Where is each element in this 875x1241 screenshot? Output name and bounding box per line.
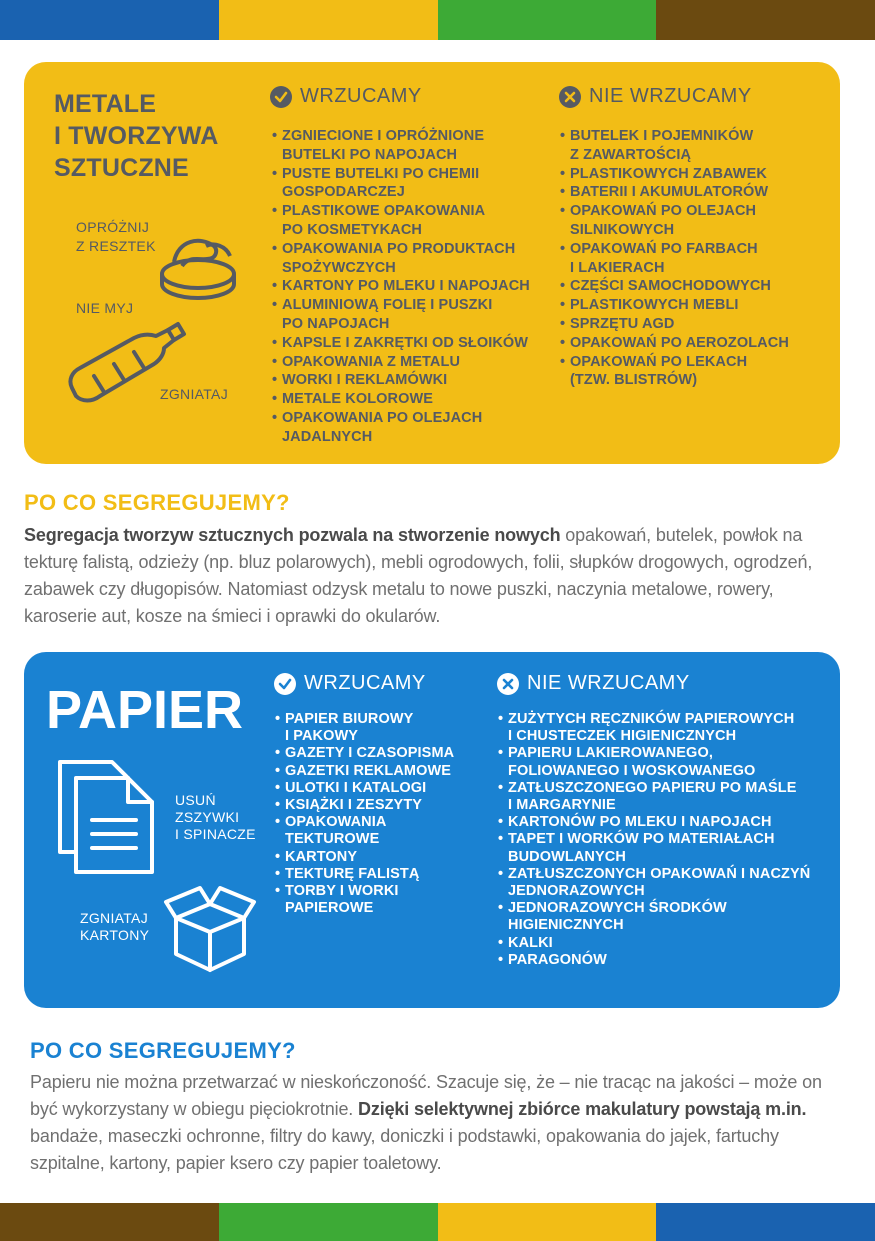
list-item: • PARAGONÓW bbox=[498, 952, 838, 969]
metal-accept-label: WRZUCAMY bbox=[300, 85, 422, 107]
check-icon bbox=[274, 673, 296, 695]
stripe-brown bbox=[0, 1203, 219, 1241]
bottom-color-stripe bbox=[0, 1203, 875, 1241]
crush-note: ZGNIATAJ bbox=[160, 386, 228, 402]
remove-staples-note: USUŃ ZSZYWKI I SPINACZE bbox=[175, 792, 256, 842]
list-item: • GAZETKI REKLAMOWE bbox=[275, 763, 475, 780]
paper-section-heading: PO CO SEGREGUJEMY? bbox=[30, 1038, 296, 1063]
list-item: • ALUMINIOWĄ FOLIĘ I PUSZKI PO NAPOJACH bbox=[272, 296, 562, 334]
paper-card-title: PAPIER bbox=[46, 680, 244, 740]
top-color-stripe bbox=[0, 0, 875, 40]
paper-reject-heading bbox=[497, 672, 690, 695]
metal-paragraph-rest: opakowań, butelek, powłok na tekturę falistą, odzieży (np. bluz polarowych), mebli ogrodowych, folii, słupków drogowych, ogrodzeń, zabawek czy długopisów. Natomiast odzysk metalu to nowe puszki, naczynia metalowe, rowery, karoserie aut, kosze na śmieci i oprawki do okularów. bbox=[24, 525, 813, 626]
list-item: • TAPET I WORKÓW PO MATERIAŁACH BUDOWLANYCH bbox=[498, 831, 838, 865]
list-item: • OPAKOWAŃ PO AEROZOLACH bbox=[560, 334, 830, 353]
metal-paragraph-bold: Segregacja tworzyw sztucznych pozwala na stworzenie nowych bbox=[24, 525, 561, 545]
paper-section-paragraph bbox=[30, 1069, 848, 1177]
paper-accept-heading bbox=[274, 672, 426, 695]
list-item: • ZATŁUSZCZONEGO PAPIERU PO MAŚLE I MARGARYNIE bbox=[498, 780, 838, 814]
metal-plastic-card bbox=[24, 62, 840, 464]
stripe-green bbox=[219, 1203, 438, 1241]
list-item: • ULOTKI I KATALOGI bbox=[275, 780, 475, 797]
no-wash-note: NIE MYJ bbox=[76, 300, 134, 316]
list-item: • TEKTURĘ FALISTĄ bbox=[275, 866, 475, 883]
metal-reject-label: NIE WRZUCAMY bbox=[589, 85, 752, 107]
paper-paragraph-start: Papieru nie można przetwarzać w nieskończoność. Szacuje się, że – nie tracąc na jakości – może on być wykorzystany w obiegu pięciokrotnie. bbox=[30, 1072, 822, 1119]
list-item: • PAPIER BIUROWY I PAKOWY bbox=[275, 711, 475, 745]
list-item: • CZĘŚCI SAMOCHODOWYCH bbox=[560, 277, 830, 296]
empty-note: OPRÓŻNIJ Z RESZTEK bbox=[76, 219, 156, 254]
list-item: • SPRZĘTU AGD bbox=[560, 315, 830, 334]
list-item: • TORBY I WORKI PAPIEROWE bbox=[275, 883, 475, 917]
list-item: • KAPSLE I ZAKRĘTKI OD SŁOIKÓW bbox=[272, 334, 562, 353]
paper-paragraph-rest: bandaże, maseczki ochronne, filtry do kawy, doniczki i podstawki, opakowania do jajek, fartuchy szpitalne, kartony, papier ksero czy papier toaletowy. bbox=[30, 1126, 779, 1173]
stripe-blue bbox=[656, 1203, 875, 1241]
list-item: • KARTONÓW PO MLEKU I NAPOJACH bbox=[498, 814, 838, 831]
box-icon bbox=[162, 878, 258, 974]
metal-reject-heading bbox=[559, 85, 752, 108]
list-item: • ZUŻYTYCH RĘCZNIKÓW PAPIEROWYCH I CHUSTECZEK HIGIENICZNYCH bbox=[498, 711, 838, 745]
list-item: • OPAKOWAŃ PO LEKACH (TZW. BLISTRÓW) bbox=[560, 353, 830, 391]
cross-icon bbox=[559, 86, 581, 108]
list-item: • PLASTIKOWE OPAKOWANIA PO KOSMETYKACH bbox=[272, 202, 562, 240]
list-item: • KSIĄŻKI I ZESZYTY bbox=[275, 797, 475, 814]
list-item: • ZGNIECIONE I OPRÓŻNIONE BUTELKI PO NAPOJACH bbox=[272, 127, 562, 165]
list-item: • PUSTE BUTELKI PO CHEMII GOSPODARCZEJ bbox=[272, 165, 562, 203]
stripe-green bbox=[438, 0, 657, 40]
metal-section-paragraph bbox=[24, 522, 842, 630]
metal-accept-heading bbox=[270, 85, 422, 108]
metal-card-title: METALE I TWORZYWA SZTUCZNE bbox=[54, 90, 219, 182]
metal-accept-list bbox=[272, 127, 562, 447]
list-item: • KALKI bbox=[498, 935, 838, 952]
list-item: • ZATŁUSZCZONYCH OPAKOWAŃ I NACZYŃ JEDNORAZOWYCH bbox=[498, 866, 838, 900]
list-item: • WORKI I REKLAMÓWKI bbox=[272, 371, 562, 390]
list-item: • OPAKOWANIA Z METALU bbox=[272, 353, 562, 372]
list-item: • KARTONY PO MLEKU I NAPOJACH bbox=[272, 277, 562, 296]
documents-icon bbox=[56, 758, 158, 876]
stripe-blue bbox=[0, 0, 219, 40]
paper-card bbox=[24, 652, 840, 1008]
list-item: • BATERII I AKUMULATORÓW bbox=[560, 183, 830, 202]
list-item: • BUTELEK I POJEMNIKÓW Z ZAWARTOŚCIĄ bbox=[560, 127, 830, 165]
list-item: • PAPIERU LAKIEROWANEGO, FOLIOWANEGO I WOSKOWANEGO bbox=[498, 745, 838, 779]
metal-reject-list bbox=[560, 127, 830, 390]
paper-paragraph-bold: Dzięki selektywnej zbiórce makulatury powstają m.in. bbox=[358, 1099, 807, 1119]
list-item: • OPAKOWANIA TEKTUROWE bbox=[275, 814, 475, 848]
list-item: • PLASTIKOWYCH MEBLI bbox=[560, 296, 830, 315]
metal-section-heading: PO CO SEGREGUJEMY? bbox=[24, 490, 290, 515]
can-icon bbox=[156, 232, 244, 302]
list-item: • METALE KOLOROWE bbox=[272, 390, 562, 409]
paper-reject-list bbox=[498, 711, 838, 969]
list-item: • GAZETY I CZASOPISMA bbox=[275, 745, 475, 762]
paper-accept-label: WRZUCAMY bbox=[304, 672, 426, 694]
crush-boxes-note: ZGNIATAJ KARTONY bbox=[80, 910, 150, 943]
list-item: • KARTONY bbox=[275, 849, 475, 866]
stripe-yellow bbox=[219, 0, 438, 40]
list-item: • OPAKOWAŃ PO FARBACH I LAKIERACH bbox=[560, 240, 830, 278]
paper-reject-label: NIE WRZUCAMY bbox=[527, 672, 690, 694]
paper-accept-list bbox=[275, 711, 475, 917]
list-item: • OPAKOWANIA PO OLEJACH JADALNYCH bbox=[272, 409, 562, 447]
check-icon bbox=[270, 86, 292, 108]
stripe-brown bbox=[656, 0, 875, 40]
list-item: • OPAKOWAŃ PO OLEJACH SILNIKOWYCH bbox=[560, 202, 830, 240]
list-item: • PLASTIKOWYCH ZABAWEK bbox=[560, 165, 830, 184]
bottle-icon bbox=[64, 320, 192, 412]
list-item: • JEDNORAZOWYCH ŚRODKÓW HIGIENICZNYCH bbox=[498, 900, 838, 934]
stripe-yellow bbox=[438, 1203, 657, 1241]
list-item: • OPAKOWANIA PO PRODUKTACH SPOŻYWCZYCH bbox=[272, 240, 562, 278]
cross-icon bbox=[497, 673, 519, 695]
